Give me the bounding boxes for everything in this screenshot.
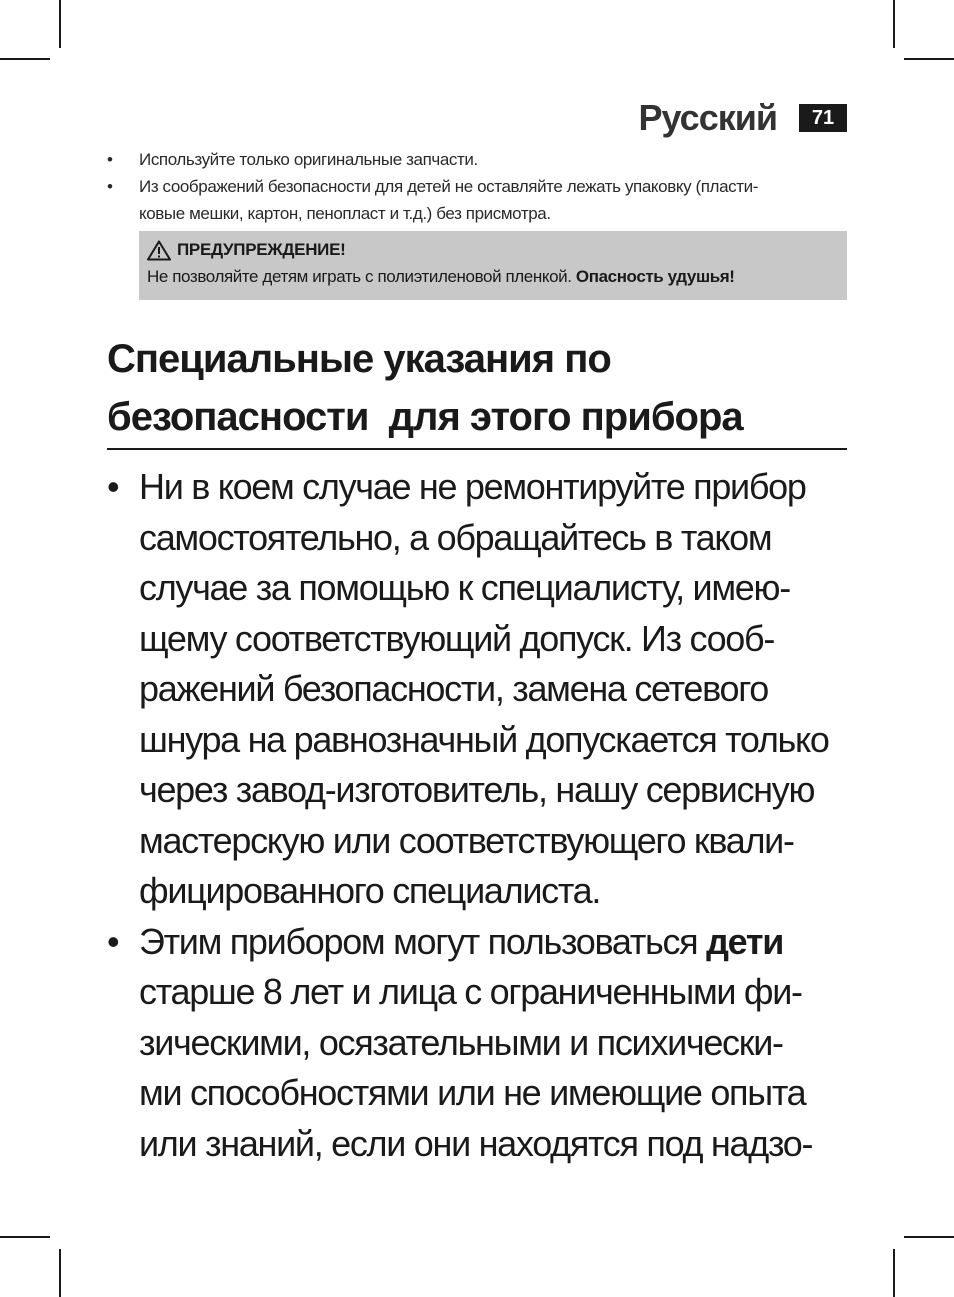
list-item-line bbox=[139, 917, 852, 968]
list-item-line: шнура на равнозначный допускается только bbox=[139, 718, 829, 760]
list-item-line: старше 8 лет и лица с ограниченными фи- bbox=[139, 971, 802, 1012]
list-item-line: фицированного специалиста. bbox=[139, 870, 601, 911]
list-item-line: ми способностями или не имеющие опыта bbox=[139, 1072, 806, 1113]
list-item bbox=[107, 146, 847, 173]
section-title bbox=[107, 330, 847, 446]
list-item bbox=[107, 462, 852, 917]
bullet: • bbox=[107, 177, 113, 196]
list-item-line: случае за помощью к специалисту, имею- bbox=[139, 567, 790, 608]
list-item-line: Ни в коем случае не ремонтируйте прибор bbox=[139, 466, 806, 507]
list-item-text: Используйте только оригинальные запчасти. bbox=[139, 150, 478, 169]
list-item-line: через завод-изготовитель, нашу сервисную bbox=[139, 769, 815, 810]
list-item-line: самостоятельно, а обращайтесь в таком bbox=[139, 516, 772, 558]
safety-list-large bbox=[107, 462, 852, 1169]
list-item-line: мастерскую или соответствующего квали- bbox=[139, 819, 794, 861]
list-item-line: щему соответствующий допуск. Из сооб- bbox=[139, 617, 775, 659]
crop-mark bbox=[893, 1249, 895, 1297]
warning-title: ПРЕДУПРЕЖДЕНИЕ! bbox=[177, 240, 346, 259]
warning-emphasis: Опасность удушья! bbox=[575, 267, 735, 286]
list-item bbox=[107, 173, 847, 227]
section-title-line: безопасности для этого прибора bbox=[107, 395, 743, 439]
warning-box bbox=[139, 231, 847, 300]
language-label: Русский bbox=[638, 97, 777, 138]
warning-triangle-icon bbox=[147, 240, 171, 261]
warning-text: Не позволяйте детям играть с полиэтиленовой пленкой. bbox=[147, 267, 572, 286]
crop-mark bbox=[904, 1236, 954, 1238]
list-item-line: зическими, осязательными и психически- bbox=[139, 1021, 783, 1063]
warning-text-row bbox=[147, 262, 839, 292]
crop-mark bbox=[904, 58, 954, 60]
list-item-text: Из соображений безопасности для детей не оставляйте лежать упаковку (пласти- bbox=[139, 177, 758, 196]
crop-mark bbox=[893, 0, 895, 48]
crop-mark bbox=[0, 58, 50, 60]
warning-title-row bbox=[147, 238, 839, 262]
bullet: • bbox=[107, 920, 119, 962]
page-header bbox=[639, 96, 847, 140]
list-item-line: или знаний, если они находятся под надзо- bbox=[139, 1122, 813, 1164]
list-item bbox=[107, 917, 852, 1170]
bullet: • bbox=[107, 466, 119, 507]
safety-list-small bbox=[107, 146, 847, 227]
list-item-line: ражений безопасности, замена сетевого bbox=[139, 668, 768, 709]
crop-mark bbox=[0, 1236, 50, 1238]
crop-mark bbox=[59, 0, 61, 48]
list-item-emphasis: дети bbox=[706, 920, 784, 962]
crop-mark bbox=[59, 1249, 61, 1297]
list-item-text: ковые мешки, картон, пенопласт и т.д.) без присмотра. bbox=[139, 204, 551, 223]
list-item-text: Этим прибором могут пользоваться bbox=[139, 920, 707, 962]
bullet: • bbox=[107, 150, 113, 169]
section-title-line: Специальные указания по bbox=[107, 337, 611, 381]
page-number: 71 bbox=[799, 104, 847, 132]
title-underline bbox=[107, 448, 847, 450]
